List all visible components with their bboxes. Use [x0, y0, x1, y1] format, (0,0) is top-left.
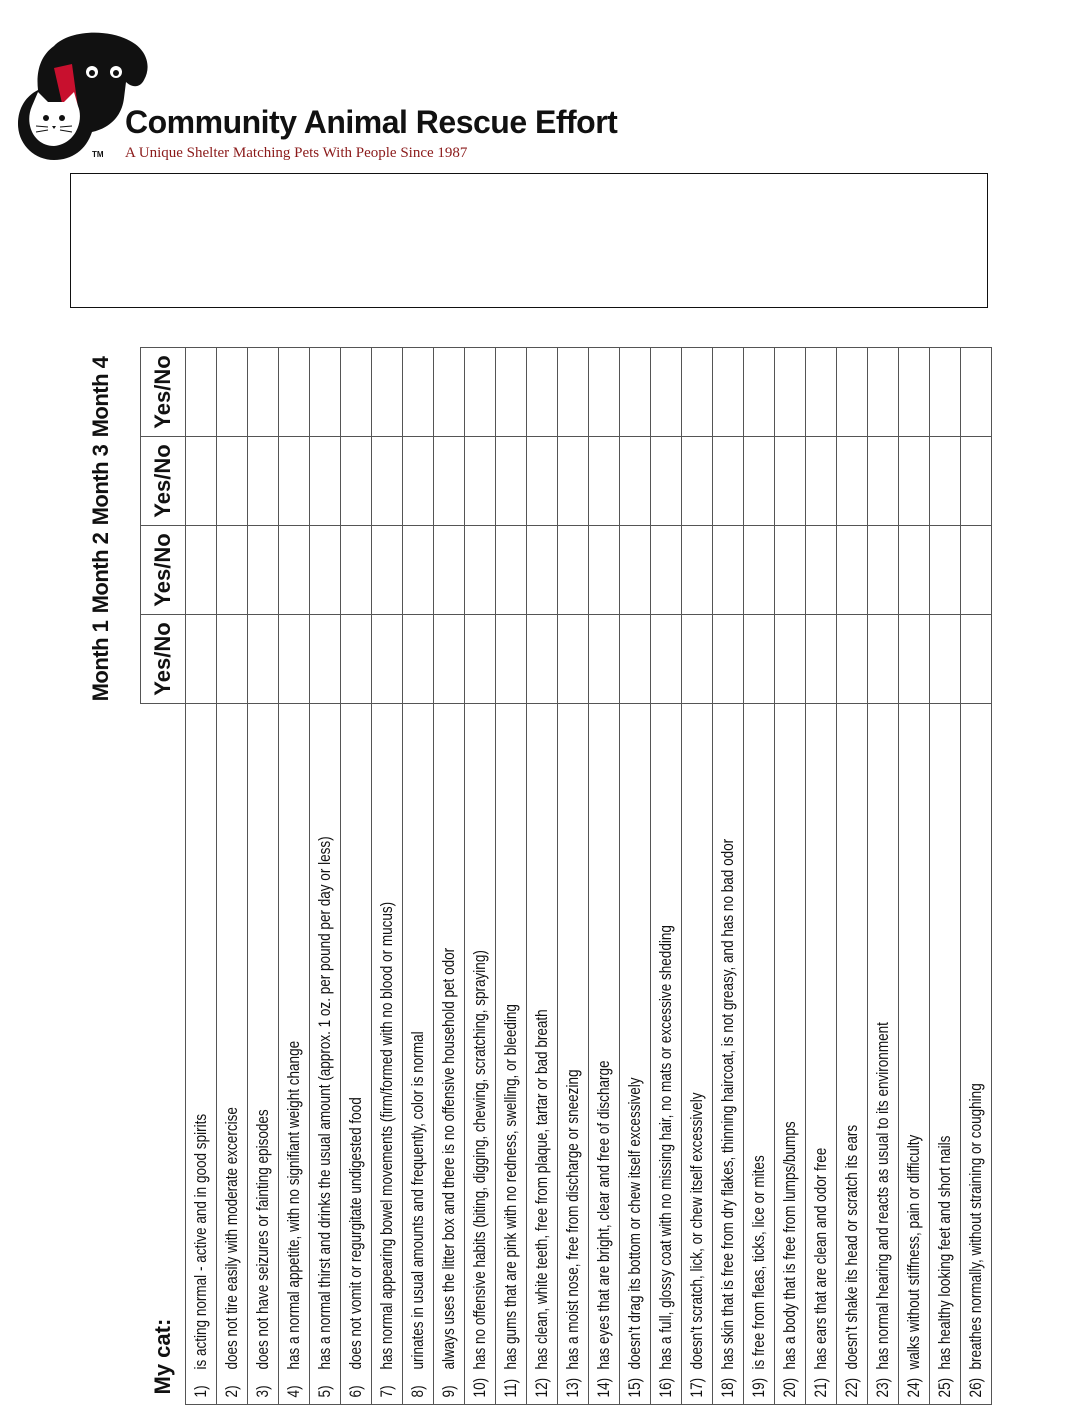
answer-cell-month-4[interactable] [682, 348, 713, 437]
question-text-wrap [316, 836, 335, 1404]
answer-cell-month-2[interactable] [589, 526, 620, 615]
table-row [372, 348, 403, 1405]
answer-cell-month-3[interactable] [744, 437, 775, 526]
answer-cell-month-3[interactable] [713, 437, 744, 526]
table-row [682, 348, 713, 1405]
question-text-wrap [533, 1009, 552, 1404]
answer-cell-month-3[interactable] [372, 437, 403, 526]
table-row [434, 348, 465, 1405]
question-text: has a full, glossy coat with no missing hair, no mats or excessive shedding [656, 925, 675, 1370]
answer-cell-month-3[interactable] [341, 437, 372, 526]
question-text: has a normal appetite, with no signifiant weight change [284, 1040, 303, 1370]
question-number: 17) [687, 1377, 706, 1398]
question-text: has skin that is free from dry flakes, thinning haircoat, is not greasy, and has no bad odor [718, 838, 737, 1370]
answer-cell-month-1[interactable] [186, 615, 217, 704]
yes-no-header-1: Yes/No [141, 615, 186, 704]
answer-cell-month-3[interactable] [279, 437, 310, 526]
answer-cell-month-1[interactable] [713, 615, 744, 704]
month-label-1: Month 1 [88, 620, 113, 702]
table-row [310, 348, 341, 1405]
answer-cell-month-2[interactable] [930, 526, 961, 615]
month-label-2: Month 2 [88, 532, 113, 614]
question-text: breathes normally, without straining or coughing [966, 1083, 985, 1370]
table-row [744, 348, 775, 1405]
question-text: has a moist nose, free from discharge or sneezing [563, 1069, 582, 1370]
table-row [248, 348, 279, 1405]
question-cell [496, 704, 527, 1405]
answer-cell-month-2[interactable] [403, 526, 434, 615]
table-row [806, 348, 837, 1405]
table-row [465, 348, 496, 1405]
answer-cell-month-2[interactable] [837, 526, 868, 615]
table-row [837, 348, 868, 1405]
question-cell [806, 704, 837, 1405]
answer-cell-month-3[interactable] [775, 437, 806, 526]
question-number: 8) [408, 1385, 427, 1398]
question-text-wrap [223, 1107, 242, 1404]
tagline: A Unique Shelter Matching Pets With People Since 1987 [125, 145, 468, 161]
question-cell [899, 704, 930, 1405]
question-number: 16) [656, 1377, 675, 1398]
table-row [217, 348, 248, 1405]
question-text: is acting normal - active and in good spirits [191, 1113, 210, 1370]
question-text: has no offensive habits (biting, digging, chewing, scratching, spraying) [470, 950, 489, 1370]
question-text-wrap [657, 925, 676, 1404]
answer-cell-month-1[interactable] [372, 615, 403, 704]
answer-cell-month-1[interactable] [682, 615, 713, 704]
answer-cell-month-3[interactable] [899, 437, 930, 526]
question-cell [837, 704, 868, 1405]
answer-cell-month-4[interactable] [775, 348, 806, 437]
answer-cell-month-1[interactable] [868, 615, 899, 704]
question-text-wrap [471, 950, 490, 1404]
month-label-3: Month 3 [88, 444, 113, 526]
question-text: does not vomit or regurgitate undigested food [346, 1097, 365, 1370]
question-text-wrap [688, 1093, 707, 1404]
question-cell [465, 704, 496, 1405]
question-cell [279, 704, 310, 1405]
answer-cell-month-1[interactable] [930, 615, 961, 704]
answer-cell-month-1[interactable] [558, 615, 589, 704]
answer-cell-month-3[interactable] [217, 437, 248, 526]
question-number: 25) [935, 1377, 954, 1398]
question-number: 7) [377, 1385, 396, 1398]
answer-cell-month-4[interactable] [341, 348, 372, 437]
answer-cell-month-3[interactable] [651, 437, 682, 526]
answer-cell-month-4[interactable] [372, 348, 403, 437]
answer-cell-month-1[interactable] [899, 615, 930, 704]
answer-cell-month-1[interactable] [589, 615, 620, 704]
question-cell [775, 704, 806, 1405]
table-row [651, 348, 682, 1405]
table-row [930, 348, 961, 1405]
question-text: has a body that is free from lumps/bumps [780, 1121, 799, 1370]
answer-cell-month-2[interactable] [620, 526, 651, 615]
table-row [186, 348, 217, 1405]
question-text: urinates in usual amounts and frequently, color is normal [408, 1031, 427, 1370]
health-checklist-wrapper [80, 330, 1000, 1405]
table-row [279, 348, 310, 1405]
answer-cell-month-1[interactable] [248, 615, 279, 704]
answer-cell-month-2[interactable] [806, 526, 837, 615]
answer-cell-month-2[interactable] [744, 526, 775, 615]
question-text-wrap [967, 1083, 986, 1404]
answer-cell-month-4[interactable] [744, 348, 775, 437]
question-number: 15) [625, 1377, 644, 1398]
question-number: 12) [532, 1377, 551, 1398]
answer-cell-month-4[interactable] [279, 348, 310, 437]
table-header-row [141, 348, 186, 1405]
health-checklist [80, 330, 1000, 1405]
question-number: 18) [718, 1377, 737, 1398]
answer-cell-month-4[interactable] [217, 348, 248, 437]
table-row [713, 348, 744, 1405]
answer-cell-month-3[interactable] [248, 437, 279, 526]
question-text-wrap [285, 1041, 304, 1404]
answer-cell-month-4[interactable] [465, 348, 496, 437]
question-text-wrap [409, 1031, 428, 1404]
answer-cell-month-2[interactable] [434, 526, 465, 615]
yes-no-header-2: Yes/No [141, 526, 186, 615]
question-text-wrap [843, 1125, 862, 1404]
answer-cell-month-3[interactable] [589, 437, 620, 526]
table-row [341, 348, 372, 1405]
trademark-mark: TM [92, 150, 104, 159]
question-number: 19) [749, 1377, 768, 1398]
answer-cell-month-3[interactable] [434, 437, 465, 526]
question-text: has normal appearing bowel movements (firm/formed with no blood or mucus) [377, 901, 396, 1370]
question-text: has eyes that are bright, clear and free of discharge [594, 1060, 613, 1370]
question-text: has ears that are clean and odor free [811, 1147, 830, 1370]
answer-cell-month-2[interactable] [527, 526, 558, 615]
question-cell [868, 704, 899, 1405]
month-label-4: Month 4 [88, 356, 113, 438]
answer-cell-month-2[interactable] [465, 526, 496, 615]
question-text-wrap [440, 948, 459, 1404]
question-number: 22) [842, 1377, 861, 1398]
answer-cell-month-4[interactable] [961, 348, 992, 437]
question-text: has healthy looking feet and short nails [935, 1135, 954, 1370]
answer-cell-month-4[interactable] [713, 348, 744, 437]
table-row [961, 348, 992, 1405]
question-text-wrap [812, 1148, 831, 1404]
answer-cell-month-4[interactable] [310, 348, 341, 437]
answer-cell-month-4[interactable] [589, 348, 620, 437]
answer-cell-month-3[interactable] [930, 437, 961, 526]
answer-cell-month-3[interactable] [310, 437, 341, 526]
answer-cell-month-2[interactable] [279, 526, 310, 615]
answer-cell-month-1[interactable] [310, 615, 341, 704]
question-cell [434, 704, 465, 1405]
answer-cell-month-1[interactable] [961, 615, 992, 704]
answer-cell-month-4[interactable] [527, 348, 558, 437]
info-box [70, 173, 988, 308]
answer-cell-month-4[interactable] [186, 348, 217, 437]
question-cell [961, 704, 992, 1405]
answer-cell-month-2[interactable] [341, 526, 372, 615]
question-text-wrap [347, 1097, 366, 1404]
question-text-wrap [378, 902, 397, 1404]
question-number: 3) [253, 1385, 272, 1398]
question-cell [186, 704, 217, 1405]
question-cell [248, 704, 279, 1405]
row-header-my-cat: My cat: [141, 704, 186, 1405]
answer-cell-month-2[interactable] [186, 526, 217, 615]
answer-cell-month-4[interactable] [620, 348, 651, 437]
question-text-wrap [874, 1022, 893, 1404]
question-cell [930, 704, 961, 1405]
question-text: has normal hearing and reacts as usual to its environment [873, 1022, 892, 1370]
answer-cell-month-1[interactable] [744, 615, 775, 704]
table-row [496, 348, 527, 1405]
table-row [775, 348, 806, 1405]
question-text: doesn't shake its head or scratch its ears [842, 1124, 861, 1370]
question-number: 14) [594, 1377, 613, 1398]
question-text: does not tire easily with moderate excercise [222, 1107, 241, 1370]
answer-cell-month-3[interactable] [465, 437, 496, 526]
answer-cell-month-1[interactable] [465, 615, 496, 704]
answer-cell-month-3[interactable] [682, 437, 713, 526]
answer-cell-month-3[interactable] [558, 437, 589, 526]
question-text: is free from fleas, ticks, lice or mites [749, 1155, 768, 1370]
answer-cell-month-3[interactable] [868, 437, 899, 526]
answer-cell-month-3[interactable] [961, 437, 992, 526]
question-cell [217, 704, 248, 1405]
question-text-wrap [936, 1136, 955, 1404]
answer-cell-month-4[interactable] [899, 348, 930, 437]
answer-cell-month-1[interactable] [217, 615, 248, 704]
question-text: does not have seizures or fainting episodes [253, 1109, 272, 1370]
question-cell [527, 704, 558, 1405]
answer-cell-month-3[interactable] [837, 437, 868, 526]
question-text-wrap [719, 839, 738, 1404]
question-number: 5) [315, 1385, 334, 1398]
answer-cell-month-1[interactable] [341, 615, 372, 704]
answer-cell-month-2[interactable] [372, 526, 403, 615]
checklist-table [140, 347, 992, 1405]
question-cell [744, 704, 775, 1405]
question-text: always uses the litter box and there is no offensive household pet odor [439, 947, 458, 1370]
answer-cell-month-1[interactable] [620, 615, 651, 704]
answer-cell-month-4[interactable] [403, 348, 434, 437]
question-text: doesn't scratch, lick, or chew itself excessively [687, 1092, 706, 1370]
table-row [558, 348, 589, 1405]
answer-cell-month-3[interactable] [527, 437, 558, 526]
table-row [589, 348, 620, 1405]
answer-cell-month-4[interactable] [806, 348, 837, 437]
question-text-wrap [192, 1114, 211, 1404]
answer-cell-month-1[interactable] [279, 615, 310, 704]
question-text: has gums that are pink with no redness, swelling, or bleeding [501, 1004, 520, 1370]
table-row [620, 348, 651, 1405]
question-text: walks without stiffness, pain or difficulty [904, 1134, 923, 1370]
question-cell [589, 704, 620, 1405]
answer-cell-month-2[interactable] [248, 526, 279, 615]
question-number: 11) [501, 1378, 520, 1398]
question-number: 2) [222, 1385, 241, 1398]
answer-cell-month-2[interactable] [899, 526, 930, 615]
answer-cell-month-2[interactable] [217, 526, 248, 615]
question-cell [558, 704, 589, 1405]
question-number: 24) [904, 1377, 923, 1398]
question-number: 13) [563, 1377, 582, 1398]
question-cell [310, 704, 341, 1405]
answer-cell-month-3[interactable] [403, 437, 434, 526]
question-cell [713, 704, 744, 1405]
table-row [868, 348, 899, 1405]
question-number: 9) [439, 1385, 458, 1398]
question-text: has clean, white teeth, free from plaque, tartar or bad breath [532, 1009, 551, 1370]
question-number: 10) [470, 1377, 489, 1398]
question-text-wrap [564, 1069, 583, 1404]
answer-cell-month-1[interactable] [651, 615, 682, 704]
answer-cell-month-4[interactable] [651, 348, 682, 437]
question-text-wrap [595, 1060, 614, 1404]
question-cell [682, 704, 713, 1405]
answer-cell-month-4[interactable] [930, 348, 961, 437]
question-text-wrap [905, 1135, 924, 1404]
question-number: 26) [966, 1377, 985, 1398]
answer-cell-month-1[interactable] [496, 615, 527, 704]
answer-cell-month-4[interactable] [558, 348, 589, 437]
answer-cell-month-2[interactable] [868, 526, 899, 615]
answer-cell-month-4[interactable] [837, 348, 868, 437]
yes-no-header-3: Yes/No [141, 437, 186, 526]
answer-cell-month-2[interactable] [496, 526, 527, 615]
answer-cell-month-3[interactable] [496, 437, 527, 526]
answer-cell-month-2[interactable] [682, 526, 713, 615]
answer-cell-month-1[interactable] [837, 615, 868, 704]
question-cell [620, 704, 651, 1405]
answer-cell-month-2[interactable] [558, 526, 589, 615]
answer-cell-month-1[interactable] [806, 615, 837, 704]
question-cell [403, 704, 434, 1405]
month-header-row [88, 353, 132, 705]
table-row [527, 348, 558, 1405]
question-number: 4) [284, 1385, 303, 1398]
question-text-wrap [781, 1121, 800, 1404]
question-cell [372, 704, 403, 1405]
answer-cell-month-3[interactable] [806, 437, 837, 526]
answer-cell-month-4[interactable] [434, 348, 465, 437]
question-text-wrap [502, 1004, 521, 1404]
answer-cell-month-1[interactable] [775, 615, 806, 704]
question-number: 23) [873, 1377, 892, 1398]
question-text-wrap [626, 1077, 645, 1404]
table-row [403, 348, 434, 1405]
question-number: 20) [780, 1377, 799, 1398]
answer-cell-month-2[interactable] [961, 526, 992, 615]
yes-no-header-4: Yes/No [141, 348, 186, 437]
answer-cell-month-4[interactable] [496, 348, 527, 437]
answer-cell-month-2[interactable] [651, 526, 682, 615]
answer-cell-month-3[interactable] [620, 437, 651, 526]
answer-cell-month-2[interactable] [310, 526, 341, 615]
question-text-wrap [750, 1155, 769, 1404]
organization-name: Community Animal Rescue Effort [125, 104, 618, 140]
question-cell [341, 704, 372, 1405]
answer-cell-month-2[interactable] [775, 526, 806, 615]
question-number: 1) [191, 1385, 210, 1398]
answer-cell-month-1[interactable] [434, 615, 465, 704]
answer-cell-month-4[interactable] [248, 348, 279, 437]
answer-cell-month-1[interactable] [527, 615, 558, 704]
question-number: 21) [811, 1377, 830, 1398]
answer-cell-month-2[interactable] [713, 526, 744, 615]
question-number: 6) [346, 1385, 365, 1398]
answer-cell-month-4[interactable] [868, 348, 899, 437]
question-text-wrap [254, 1109, 273, 1404]
answer-cell-month-1[interactable] [403, 615, 434, 704]
question-text: has a normal thirst and drinks the usual amount (approx. 1 oz. per pound per day or less) [315, 836, 334, 1370]
question-text: doesn't drag its bottom or chew itself excessively [625, 1077, 644, 1370]
answer-cell-month-3[interactable] [186, 437, 217, 526]
table-row [899, 348, 930, 1405]
question-cell [651, 704, 682, 1405]
